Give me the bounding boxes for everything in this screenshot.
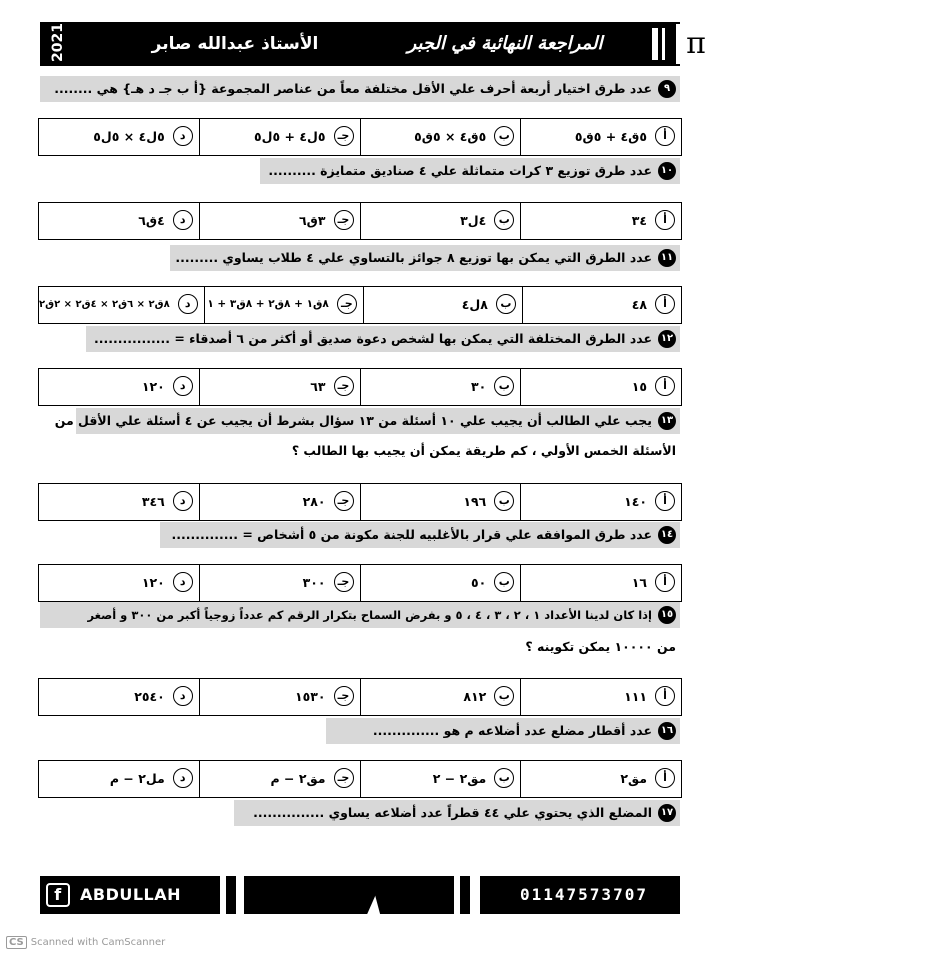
question-text: إذا كان لدينا الأعداد ١ ، ٢ ، ٣ ، ٤ ، ٥ و بفرض السماح بتكرار الرقم كم عدداً زوجياً أكبر من ٣٠٠ و أصغر [87, 608, 652, 622]
question-number: ١٤ [658, 526, 676, 544]
question-number: ١٢ [658, 330, 676, 348]
option-text: ٥ق٤ + ٥ق٥ [574, 129, 647, 144]
question-text: يجب علي الطالب أن يجيب علي ١٠ أسئلة من ١٣ سؤال بشرط أن يجيب عن ٤ أسئلة علي الأقل من [54, 413, 652, 428]
question-text: عدد طرق اختيار أربعة أحرف علي الأقل مختلفة معاً من عناصر المجموعة {أ ب جـ د هـ} هي ........ [54, 81, 652, 96]
option-b[interactable] [360, 565, 521, 601]
option-text: مق٢ − م [270, 771, 326, 786]
option-text: ٤ق٦ [138, 213, 165, 228]
option-text: ١٤٠ [624, 494, 647, 509]
question-text: المضلع الذي يحتوي علي ٤٤ قطراً عدد أضلاعه يساوي ............... [253, 805, 652, 820]
question-16 [326, 718, 680, 744]
option-text: مق٢ [620, 771, 647, 786]
option-letter: جـ [337, 294, 357, 314]
question-text: عدد طرق الموافقه علي قرار بالأغلبيه للجنة مكونة من ٥ أشخاص = .............. [171, 527, 652, 542]
question-text: عدد طرق توزيع ٣ كرات متماثلة علي ٤ صناديق متمايزة .......... [268, 163, 652, 178]
option-letter: جـ [334, 210, 354, 230]
option-letter: جـ [334, 126, 354, 146]
question-15 [40, 602, 680, 628]
footer-brand [40, 876, 220, 942]
option-letter: ب [494, 572, 514, 592]
option-a[interactable] [520, 565, 681, 601]
option-letter: أ [655, 768, 675, 788]
option-a[interactable] [522, 287, 681, 323]
option-letter: د [173, 491, 193, 511]
question-number: ١٧ [658, 804, 676, 822]
option-text: ٣٠٠ [302, 575, 326, 590]
option-text: ١٢٠ [141, 379, 165, 394]
option-letter: جـ [334, 572, 354, 592]
option-text: ٤ل٣ [460, 213, 487, 228]
option-d[interactable] [39, 287, 204, 323]
question-17 [234, 800, 680, 826]
scanner-watermark [6, 936, 165, 949]
question-13 [54, 408, 680, 434]
option-letter: أ [655, 686, 675, 706]
header-year: 2021 [50, 23, 66, 62]
option-a[interactable] [520, 761, 681, 797]
options-row-16 [38, 760, 682, 798]
option-text: ١٦ [631, 575, 647, 590]
footer-divider [460, 876, 470, 914]
option-letter: د [173, 376, 193, 396]
option-letter: أ [655, 572, 675, 592]
options-row-12 [38, 368, 682, 406]
options-row-10 [38, 202, 682, 240]
option-c[interactable] [199, 565, 360, 601]
question-number: ١٥ [658, 606, 676, 624]
option-letter: أ [655, 376, 675, 396]
option-text: ٥ل٤ × ٥ل٥ [93, 129, 165, 144]
options-row-15 [38, 678, 682, 716]
option-c[interactable] [199, 203, 360, 239]
option-text: ١٩٦ [463, 494, 487, 509]
option-text: ٢٨٠ [302, 494, 326, 509]
option-letter: أ [655, 491, 675, 511]
option-c[interactable] [199, 484, 360, 520]
option-d[interactable] [39, 203, 199, 239]
option-c[interactable] [199, 369, 360, 405]
option-b[interactable] [360, 761, 521, 797]
option-text: مق٢ − ٢ [432, 771, 487, 786]
question-text: عدد الطرق المختلفة التي يمكن بها لشخص دعوة صديق أو أكثر من ٦ أصدقاء = ................ [94, 331, 652, 346]
header-author: الأستاذ عبدالله صابر [151, 34, 319, 54]
option-text: ١٥ [631, 379, 647, 394]
option-letter: ب [494, 126, 514, 146]
option-text: مل٢ − م [109, 771, 165, 786]
option-letter: د [178, 294, 198, 314]
option-text: ٥ل٤ + ٥ل٥ [254, 129, 326, 144]
option-letter: ب [494, 210, 514, 230]
option-text: ٣ق٦ [299, 213, 326, 228]
footer-phone-number: 01147573707 [520, 885, 648, 904]
option-letter: ب [494, 686, 514, 706]
header-divider [662, 28, 665, 60]
header-divider [652, 28, 658, 60]
scanner-badge: CS [6, 936, 27, 949]
option-d[interactable] [39, 761, 199, 797]
option-c[interactable] [199, 119, 360, 155]
options-row-9 [38, 118, 682, 156]
question-number: ١١ [658, 249, 676, 267]
option-text: ٣٤ [631, 213, 647, 228]
question-number: ٩ [658, 80, 676, 98]
option-letter: ب [496, 294, 516, 314]
option-letter: جـ [334, 376, 354, 396]
option-b[interactable] [360, 484, 521, 520]
option-letter: د [173, 210, 193, 230]
whatsapp-icon: ☏ [924, 883, 948, 907]
footer-phone [480, 876, 941, 914]
option-a[interactable] [520, 484, 681, 520]
option-text: ١١١ [624, 689, 647, 704]
option-letter: د [173, 572, 193, 592]
option-b[interactable] [363, 287, 522, 323]
footer-decoration [370, 876, 454, 914]
question-text: عدد أقطار مضلع عدد أضلاعه م هو .............. [372, 723, 652, 738]
question-12 [86, 326, 680, 352]
option-letter: ب [494, 376, 514, 396]
question-number: ١٦ [658, 722, 676, 740]
option-c[interactable] [204, 287, 363, 323]
option-b[interactable] [360, 679, 521, 715]
pi-icon: π [676, 24, 716, 64]
option-a[interactable] [520, 679, 681, 715]
option-text: ١٥٣٠ [294, 689, 326, 704]
footer-divider [226, 876, 236, 914]
option-b[interactable] [360, 369, 521, 405]
option-letter: جـ [334, 491, 354, 511]
page-header [40, 22, 706, 66]
options-row-14 [38, 564, 682, 602]
question-11 [170, 245, 680, 271]
question-text: عدد الطرق التي يمكن بها توزيع ٨ جوائز بالتساوي علي ٤ طلاب يساوي ......... [175, 250, 652, 265]
option-letter: أ [655, 126, 675, 146]
option-text: ٦٣ [310, 379, 326, 394]
option-a[interactable] [520, 369, 681, 405]
option-text: ٥ق٤ × ٥ق٥ [414, 129, 487, 144]
question-10 [260, 158, 680, 184]
option-d[interactable] [39, 484, 199, 520]
question-9 [40, 76, 680, 102]
option-text: ٨١٢ [463, 689, 487, 704]
question-14 [160, 522, 680, 548]
footer-brand-text: ABDULLAH SABER [80, 885, 182, 942]
option-b[interactable] [360, 203, 521, 239]
facebook-icon: f [46, 883, 70, 907]
option-a[interactable] [520, 119, 681, 155]
option-text: ٣٠ [470, 379, 487, 394]
option-d[interactable] [39, 119, 199, 155]
options-row-11 [38, 286, 682, 324]
option-letter: جـ [334, 768, 354, 788]
question-15-line2: من ١٠٠٠٠ يمكن تكوينه ؟ [525, 639, 676, 654]
option-c[interactable] [199, 761, 360, 797]
option-text: ٨ل٤ [461, 297, 488, 312]
scanner-text: Scanned with CamScanner [30, 937, 166, 948]
option-letter: أ [655, 210, 675, 230]
option-text: ٤٨ [631, 297, 647, 312]
option-text: ٣٤٦ [141, 494, 165, 509]
option-text: ٨ق١ + ٨ق٢ + ٨ق٣ + ١ [207, 298, 329, 310]
option-d[interactable] [39, 679, 199, 715]
question-number: ١٣ [658, 412, 676, 430]
option-a[interactable] [520, 203, 681, 239]
option-c[interactable] [199, 679, 360, 715]
option-letter: أ [655, 294, 675, 314]
question-13-line2: الأسئلة الخمس الأولي ، كم طريقة يمكن أن يجيب بها الطالب ؟ [291, 443, 676, 458]
footer-decoration [244, 876, 384, 914]
option-letter: د [173, 768, 193, 788]
option-letter: ب [494, 491, 514, 511]
option-d[interactable] [39, 565, 199, 601]
option-text: ٥٠ [470, 575, 487, 590]
option-letter: جـ [334, 686, 354, 706]
header-title: المراجعة النهائية في الجبر [407, 33, 603, 54]
option-text: ١٢٠ [141, 575, 165, 590]
option-text: ٨ق٢ × ٦ق٢ × ٤ق٢ × ٢ق٢ [39, 299, 170, 310]
page-footer [40, 876, 941, 942]
option-b[interactable] [360, 119, 521, 155]
question-number: ١٠ [658, 162, 676, 180]
options-row-13 [38, 483, 682, 521]
option-letter: ب [494, 768, 514, 788]
option-letter: د [173, 686, 193, 706]
option-d[interactable] [39, 369, 199, 405]
option-text: ٢٥٤٠ [134, 689, 165, 704]
option-letter: د [173, 126, 193, 146]
